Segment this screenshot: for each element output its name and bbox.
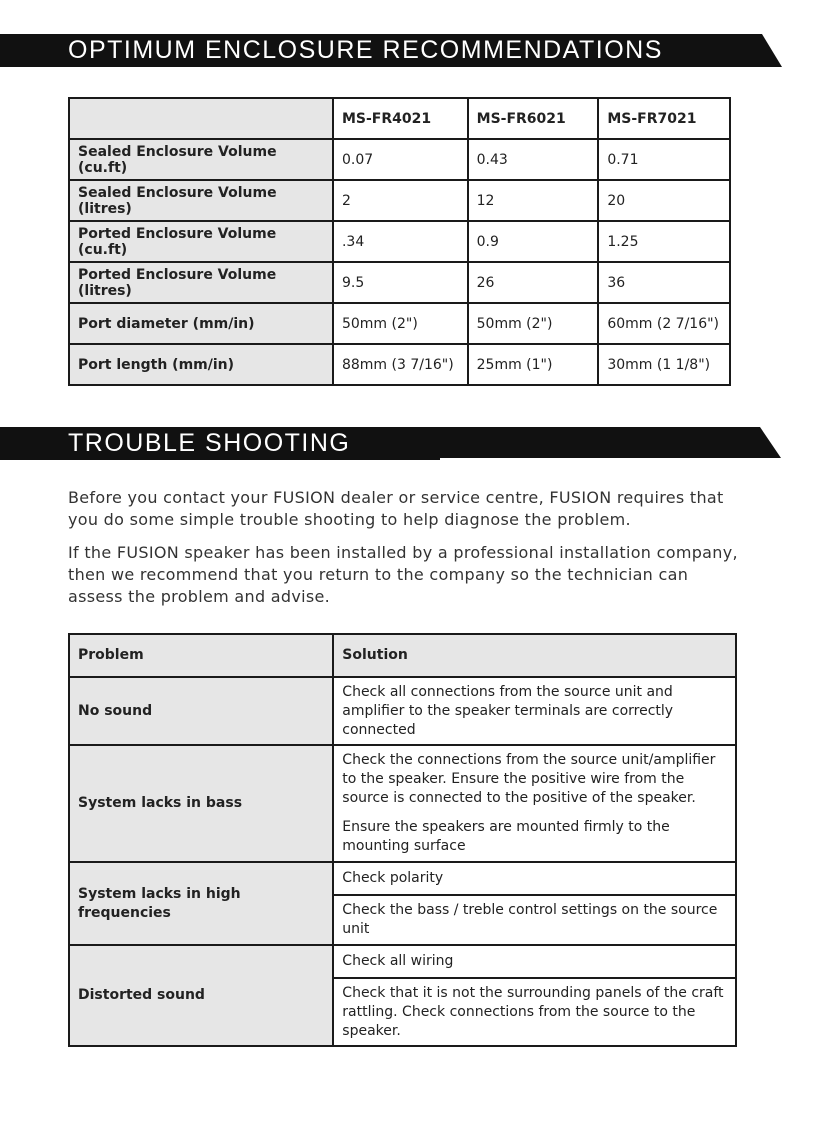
enclosure-header-row bbox=[69, 98, 730, 139]
trouble-section-banner bbox=[0, 427, 840, 460]
table-row bbox=[69, 262, 730, 303]
solution-cell bbox=[333, 978, 736, 1046]
table-row bbox=[69, 862, 736, 895]
solution-text: Check all connections from the source unit and amplifier to the speaker terminals are correctly connected bbox=[342, 683, 674, 738]
table-cell: 9.5 bbox=[333, 262, 468, 303]
table-cell: 36 bbox=[598, 262, 730, 303]
solution-cell bbox=[333, 677, 736, 745]
solution-cell bbox=[333, 862, 736, 895]
solution-text: Check polarity bbox=[342, 870, 444, 886]
table-cell: 50mm (2") bbox=[333, 303, 468, 344]
row-label: Sealed Enclosure Volume (litres) bbox=[69, 180, 333, 221]
problem-cell: Distorted sound bbox=[69, 945, 333, 1046]
header-problem: Problem bbox=[69, 634, 333, 677]
row-label: Ported Enclosure Volume (cu.ft) bbox=[69, 221, 333, 262]
table-cell: 2 bbox=[333, 180, 468, 221]
row-label: Ported Enclosure Volume (litres) bbox=[69, 262, 333, 303]
table-row bbox=[69, 139, 730, 180]
table-cell: 1.25 bbox=[598, 221, 730, 262]
intro-paragraph-1: Before you contact your FUSION dealer or service centre, FUSION requires that you do some simple trouble shooting to help diagnose the problem. bbox=[68, 488, 724, 529]
trouble-header-row bbox=[69, 634, 736, 677]
table-cell: 12 bbox=[468, 180, 599, 221]
table-cell: 50mm (2") bbox=[468, 303, 599, 344]
table-cell: 20 bbox=[598, 180, 730, 221]
row-label: Sealed Enclosure Volume (cu.ft) bbox=[69, 139, 333, 180]
solution-cell bbox=[333, 745, 736, 862]
problem-cell: No sound bbox=[69, 677, 333, 745]
intro-paragraph-2: If the FUSION speaker has been installed by a professional installation company, then we recommend that you return to the company so the technician can assess the problem and advise. bbox=[68, 543, 738, 606]
table-row bbox=[69, 303, 730, 344]
solution-text: Check the bass / treble control settings on the source unit bbox=[342, 902, 718, 937]
enclosure-section-title: OPTIMUM ENCLOSURE RECOMMENDATIONS bbox=[68, 36, 663, 64]
header-ms-fr6021: MS-FR6021 bbox=[468, 98, 599, 139]
problem-cell: System lacks in bass bbox=[69, 745, 333, 862]
table-cell: 0.07 bbox=[333, 139, 468, 180]
solution-text: Ensure the speakers are mounted firmly to the mounting surface bbox=[342, 819, 670, 854]
table-row bbox=[69, 945, 736, 978]
row-label: Port length (mm/in) bbox=[69, 344, 333, 385]
table-row bbox=[69, 180, 730, 221]
table-cell: .34 bbox=[333, 221, 468, 262]
table-cell: 30mm (1 1/8") bbox=[598, 344, 730, 385]
header-blank-cell bbox=[69, 98, 333, 139]
enclosure-table bbox=[68, 97, 731, 386]
table-cell: 88mm (3 7/16") bbox=[333, 344, 468, 385]
solution-text: Check all wiring bbox=[342, 953, 454, 969]
table-row bbox=[69, 677, 736, 745]
enclosure-section-banner bbox=[0, 34, 840, 67]
table-cell: 0.9 bbox=[468, 221, 599, 262]
solution-cell bbox=[333, 945, 736, 978]
table-cell: 60mm (2 7/16") bbox=[598, 303, 730, 344]
table-row bbox=[69, 221, 730, 262]
header-solution: Solution bbox=[333, 634, 736, 677]
table-cell: 0.43 bbox=[468, 139, 599, 180]
table-cell: 25mm (1") bbox=[468, 344, 599, 385]
table-cell: 0.71 bbox=[598, 139, 730, 180]
problem-cell: System lacks in high frequencies bbox=[69, 862, 333, 945]
header-ms-fr7021: MS-FR7021 bbox=[598, 98, 730, 139]
trouble-table bbox=[68, 633, 737, 1047]
header-ms-fr4021: MS-FR4021 bbox=[333, 98, 468, 139]
solution-text: Check the connections from the source unit/amplifier to the speaker. Ensure the positive wire from the source is connected to the positive of the speaker. bbox=[342, 752, 716, 806]
row-label: Port diameter (mm/in) bbox=[69, 303, 333, 344]
table-row bbox=[69, 344, 730, 385]
solution-text: Check that it is not the surrounding panels of the craft rattling. Check connections from the source to the speaker. bbox=[342, 984, 724, 1039]
solution-cell bbox=[333, 895, 736, 945]
table-row bbox=[69, 745, 736, 862]
trouble-section-title: TROUBLE SHOOTING bbox=[68, 429, 351, 457]
table-cell: 26 bbox=[468, 262, 599, 303]
